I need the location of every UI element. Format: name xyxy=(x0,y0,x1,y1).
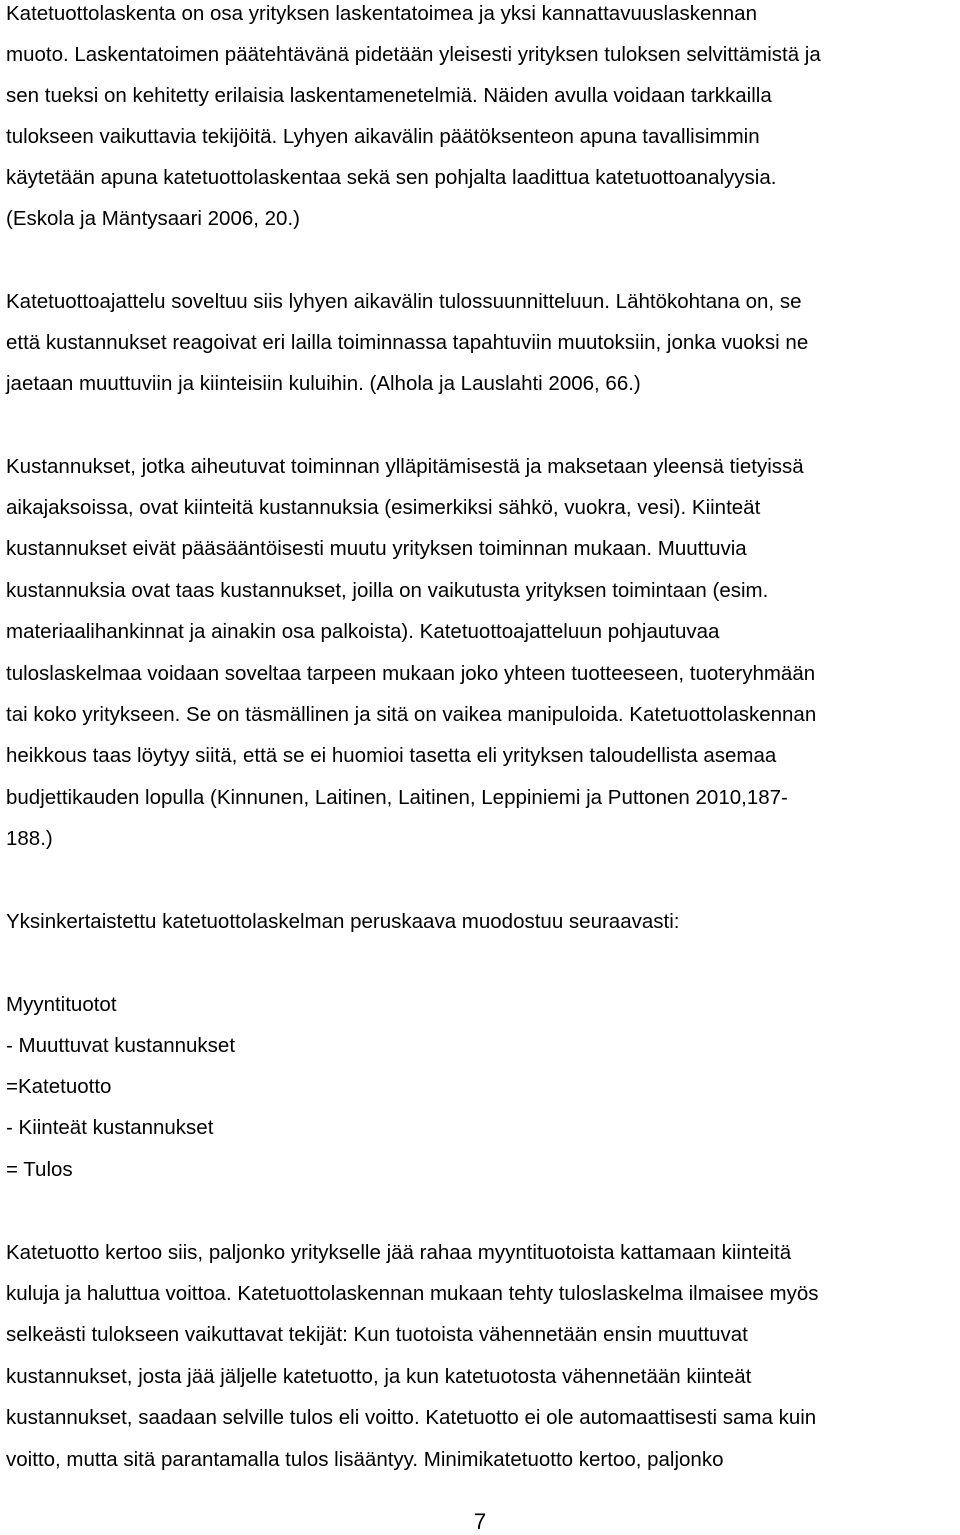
paragraph-3-line-2: aikajaksoissa, ovat kiinteitä kustannuksia (esimerkiksi sähkö, vuokra, vesi). Kiinteät xyxy=(6,496,761,519)
paragraph-3-line-5: materiaalihankinnat ja ainakin osa palkoista). Katetuottoajatteluun pohjautuvaa xyxy=(6,620,720,643)
page-number: 7 xyxy=(473,1509,487,1534)
paragraph-6-line-5: kustannukset, saadaan selville tulos eli voitto. Katetuotto ei ole automaattisesti sama kuin xyxy=(6,1406,817,1429)
paragraph-2-line-3: jaetaan muuttuviin ja kiinteisiin kuluihin. (Alhola ja Lauslahti 2006, 66.) xyxy=(6,372,641,395)
paragraph-1-line-3: sen tueksi on kehitetty erilaisia laskentamenetelmiä. Näiden avulla voidaan tarkkailla xyxy=(6,84,772,107)
formula-line-5: = Tulos xyxy=(6,1158,73,1181)
paragraph-1-line-4: tulokseen vaikuttavia tekijöitä. Lyhyen aikavälin päätöksenteon apuna tavallisimmin xyxy=(6,125,760,148)
paragraph-3-line-1: Kustannukset, jotka aiheutuvat toiminnan ylläpitämisestä ja maksetaan yleensä tietyissä xyxy=(6,455,804,478)
paragraph-6-line-2: kuluja ja haluttua voittoa. Katetuottolaskennan mukaan tehty tuloslaskelma ilmaisee myös xyxy=(6,1282,819,1305)
paragraph-3-line-10: 188.) xyxy=(6,827,53,850)
paragraph-6-line-1: Katetuotto kertoo siis, paljonko yritykselle jää rahaa myyntituotoista kattamaan kiinteitä xyxy=(6,1241,792,1264)
formula-line-2: - Muuttuvat kustannukset xyxy=(6,1034,236,1057)
paragraph-3-line-9: budjettikauden lopulla (Kinnunen, Laitinen, Laitinen, Leppiniemi ja Puttonen 2010,187- xyxy=(6,786,788,809)
paragraph-6-line-3: selkeästi tulokseen vaikuttavat tekijät: Kun tuotoista vähennetään ensin muuttuvat xyxy=(6,1323,748,1346)
paragraph-3-line-8: heikkous taas löytyy siitä, että se ei huomioi tasetta eli yrityksen taloudellista asemaa xyxy=(6,744,777,767)
paragraph-3-line-6: tuloslaskelmaa voidaan soveltaa tarpeen mukaan joko yhteen tuotteeseen, tuoteryhmään xyxy=(6,662,816,685)
paragraph-2-line-2: että kustannukset reagoivat eri lailla toiminnassa tapahtuviin muutoksiin, jonka vuoksi ne xyxy=(6,331,809,354)
paragraph-6-line-4: kustannukset, josta jää jäljelle katetuotto, ja kun katetuotosta vähennetään kiinteät xyxy=(6,1365,752,1388)
formula-line-1: Myyntituotot xyxy=(6,993,117,1016)
paragraph-2-line-1: Katetuottoajattelu soveltuu siis lyhyen aikavälin tulossuunnitteluun. Lähtökohtana on, se xyxy=(6,290,802,313)
paragraph-6-line-6: voitto, mutta sitä parantamalla tulos lisääntyy. Minimikatetuotto kertoo, paljonko xyxy=(6,1448,724,1471)
formula-line-4: - Kiinteät kustannukset xyxy=(6,1116,214,1139)
paragraph-3-line-3: kustannukset eivät pääsääntöisesti muutu yrityksen toiminnan mukaan. Muuttuvia xyxy=(6,537,747,560)
formula-line-3: =Katetuotto xyxy=(6,1075,112,1098)
paragraph-1-line-2: muoto. Laskentatoimen päätehtävänä pidetään yleisesti yrityksen tuloksen selvittämistä ja xyxy=(6,43,821,66)
paragraph-1-line-5: käytetään apuna katetuottolaskentaa sekä sen pohjalta laadittua katetuottoanalyysia. xyxy=(6,166,777,189)
formula-intro-line: Yksinkertaistettu katetuottolaskelman peruskaava muodostuu seuraavasti: xyxy=(6,910,680,933)
paragraph-3-line-7: tai koko yritykseen. Se on täsmällinen ja sitä on vaikea manipuloida. Katetuottolaskennan xyxy=(6,703,817,726)
paragraph-3-line-4: kustannuksia ovat taas kustannukset, joilla on vaikutusta yrityksen toimintaan (esim. xyxy=(6,579,769,602)
paragraph-1-line-1: Katetuottolaskenta on osa yrityksen laskentatoimea ja yksi kannattavuuslaskennan xyxy=(6,2,757,25)
paragraph-1-line-6: (Eskola ja Mäntysaari 2006, 20.) xyxy=(6,207,300,230)
